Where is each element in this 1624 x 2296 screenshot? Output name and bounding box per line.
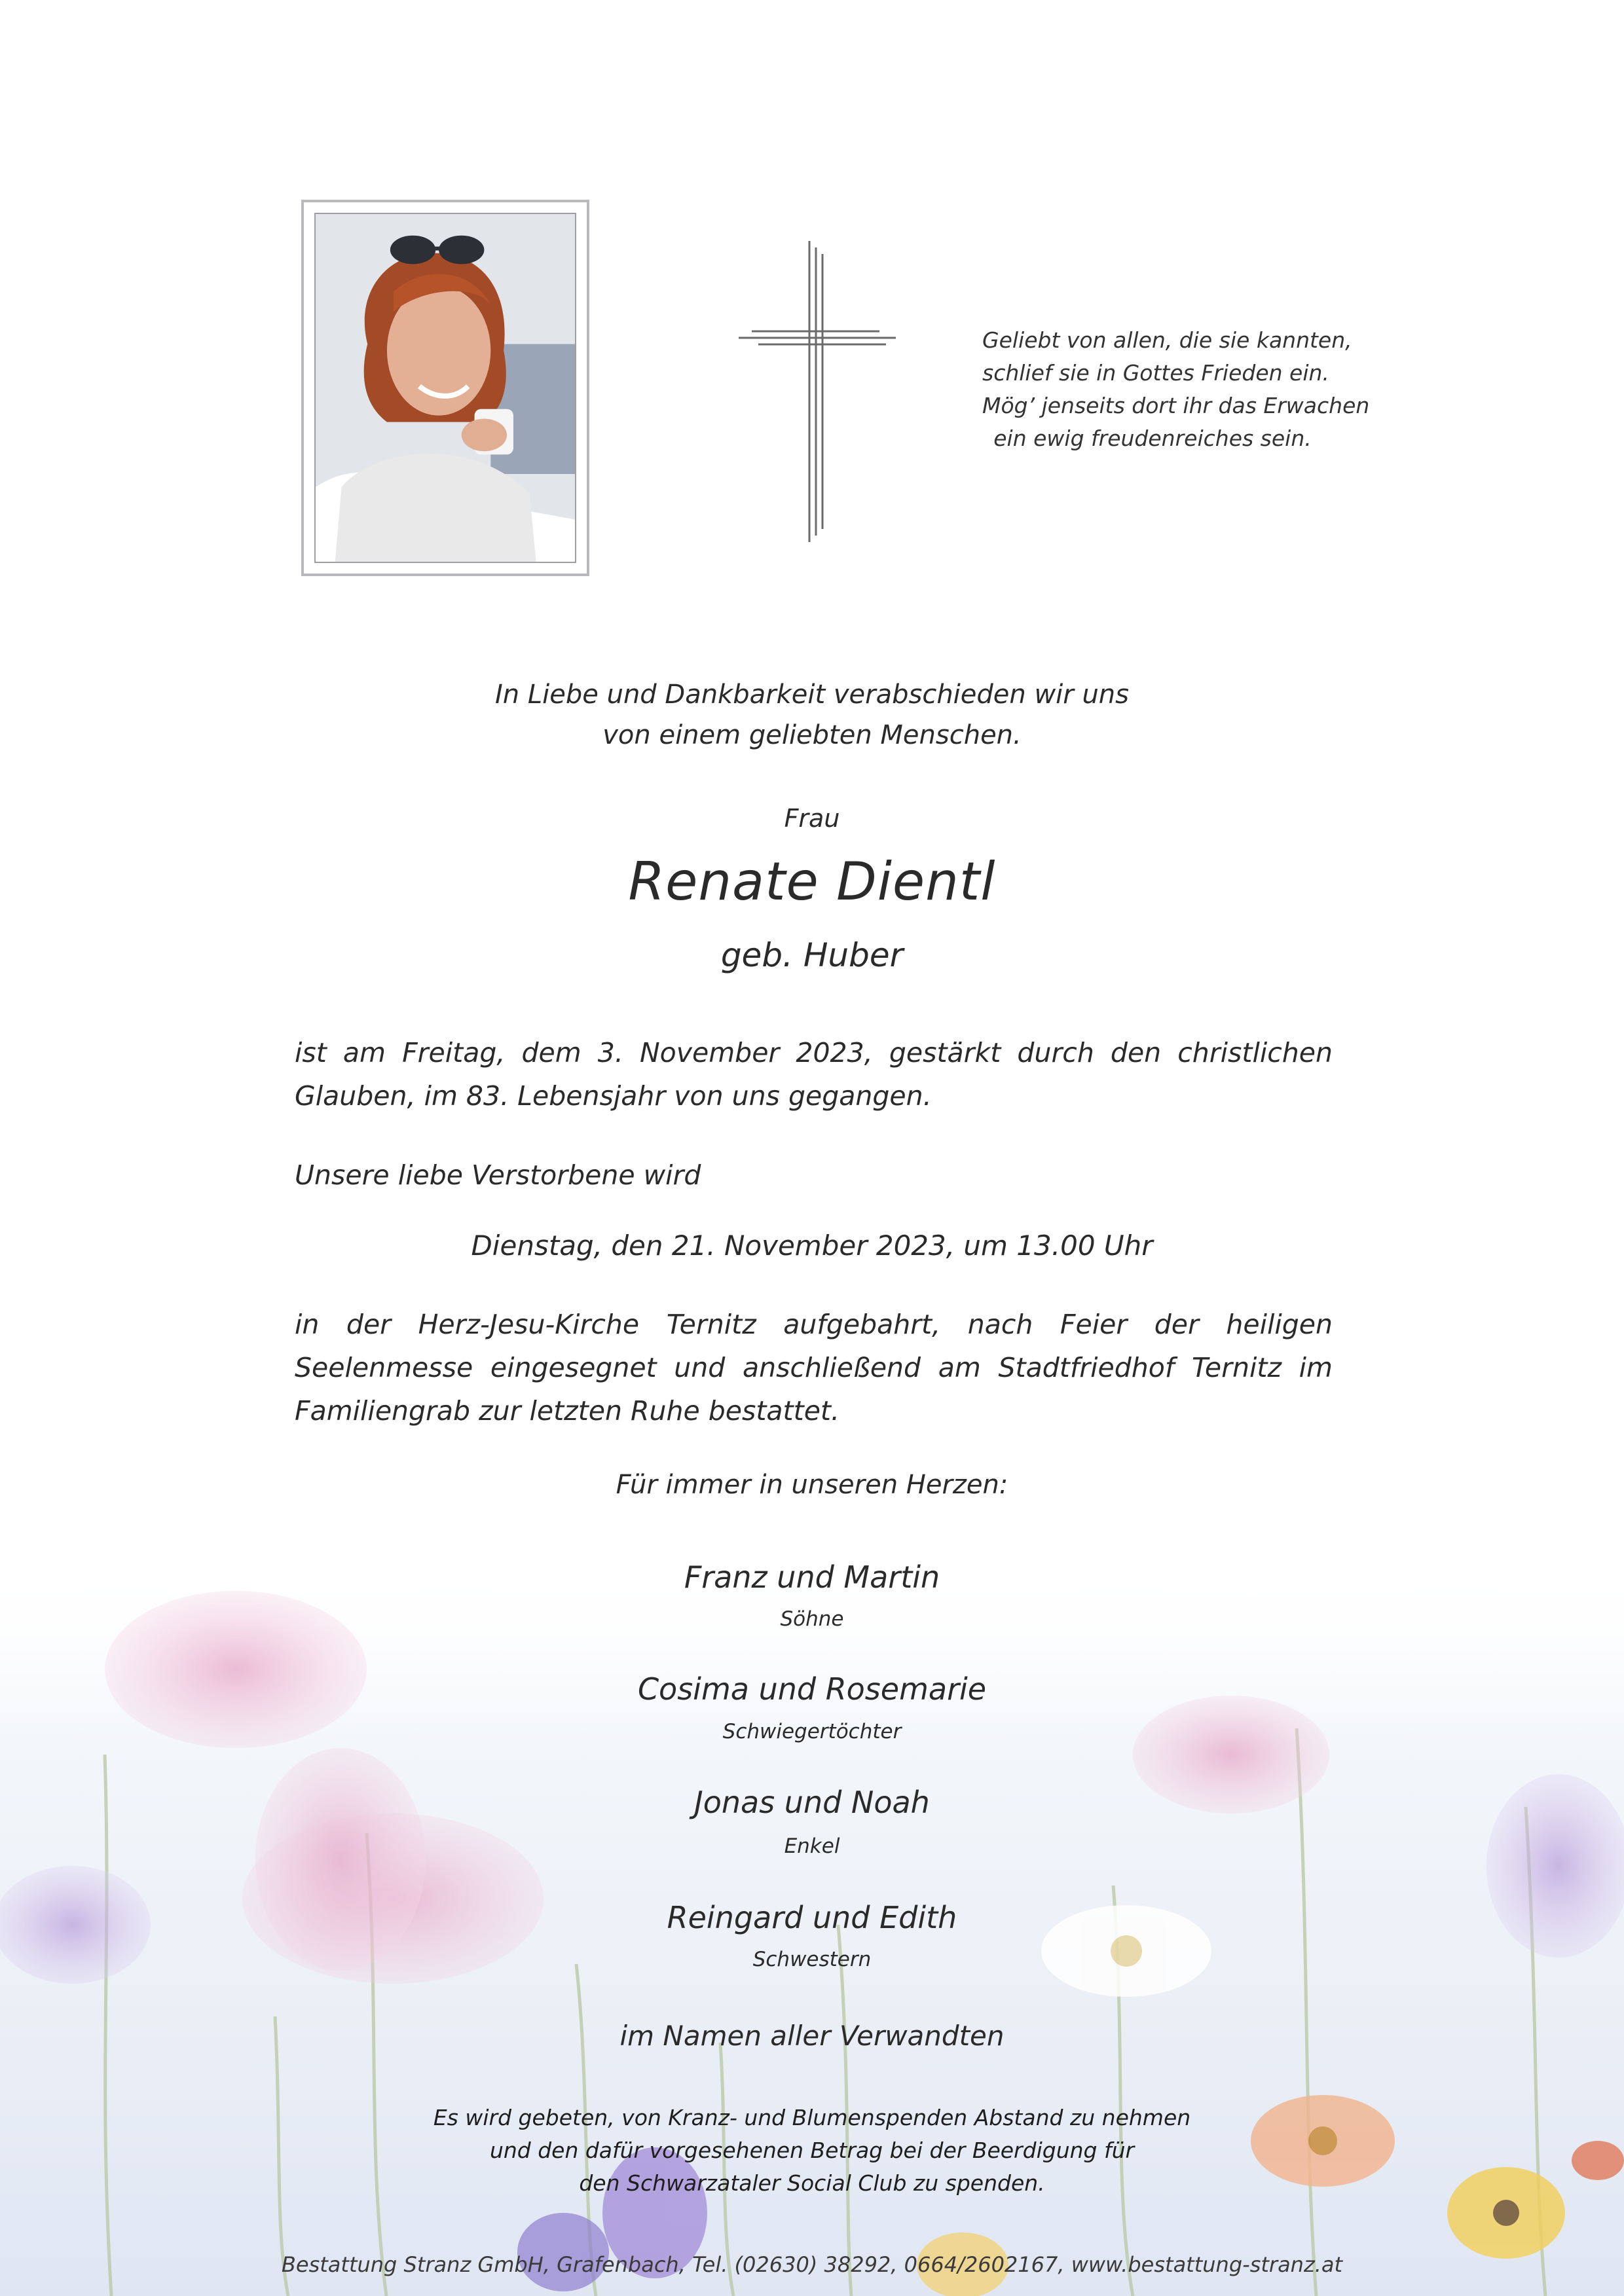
funeral-details-paragraph xyxy=(295,1303,1333,1432)
verse-line: Geliebt von allen, die sie kannten, xyxy=(982,327,1352,353)
portrait-photo-frame xyxy=(301,200,589,576)
funeral-line-2: Seelenmesse eingesegnet und anschließend am Stadtfriedhof Ternitz im xyxy=(295,1352,1333,1383)
intro-line-2: von einem geliebten Menschen. xyxy=(602,720,1022,750)
funeral-line-3: Familiengrab zur letzten Ruhe bestattet. xyxy=(295,1395,840,1427)
portrait-photo xyxy=(316,214,575,562)
donation-line-1: Es wird gebeten, von Kranz- und Blumenspenden Abstand zu nehmen xyxy=(433,2105,1191,2130)
maiden-name: geb. Huber xyxy=(720,936,904,974)
intro-line-1: In Liebe und Dankbarkeit verabschieden wir uns xyxy=(495,680,1129,710)
deceased-name: Renate Dientl xyxy=(628,851,996,912)
verse-line: Mög’ jenseits dort ihr das Erwachen xyxy=(982,393,1370,418)
mourner-names: Franz und Martin xyxy=(684,1559,940,1595)
mourner-relation: Schwiegertöchter xyxy=(722,1720,902,1743)
mourner-names: Cosima und Rosemarie xyxy=(637,1671,987,1707)
funeral-home-footer: Bestattung Stranz GmbH, Grafenbach, Tel. (02630) 38292, 0664/2602167, www.bestattung-stranz.at xyxy=(281,2252,1343,2277)
death-notice-line-1: ist am Freitag, dem 3. November 2023, gestärkt durch den christlichen xyxy=(295,1037,1333,1068)
memorial-verse xyxy=(982,324,1370,455)
donation-line-2: und den dafür vorgesehenen Betrag bei der Beerdigung für xyxy=(489,2138,1135,2163)
funeral-lead xyxy=(295,1154,1333,1197)
death-notice-line-2: Glauben, im 83. Lebensjahr von uns gegangen. xyxy=(295,1080,932,1112)
mourner-names: Reingard und Edith xyxy=(667,1900,957,1935)
funeral-line-1: in der Herz-Jesu-Kirche Ternitz aufgebahrt, nach Feier der heiligen xyxy=(295,1309,1333,1340)
mourner-relation: Enkel xyxy=(784,1834,840,1858)
donation-line-3: den Schwarzataler Social Club zu spenden. xyxy=(579,2170,1045,2196)
intro-text xyxy=(0,674,1624,756)
verse-line: schlief sie in Gottes Frieden ein. xyxy=(982,360,1329,386)
donation-notice xyxy=(0,2102,1624,2200)
mourner-names: Jonas und Noah xyxy=(694,1785,930,1820)
funeral-date: Dienstag, den 21. November 2023, um 13.00 Uhr xyxy=(471,1230,1153,1262)
death-notice-paragraph xyxy=(295,1031,1333,1118)
mourner-relation: Schwestern xyxy=(752,1948,872,1971)
funeral-lead-text: Unsere liebe Verstorbene wird xyxy=(295,1159,701,1191)
mourners-heading: Für immer in unseren Herzen: xyxy=(616,1470,1008,1500)
cross-icon xyxy=(739,241,896,542)
verse-line: ein ewig freudenreiches sein. xyxy=(993,426,1312,451)
mourner-relation: Söhne xyxy=(780,1607,844,1631)
mourners-closing: im Namen aller Verwandten xyxy=(619,2020,1005,2052)
salutation: Frau xyxy=(784,804,840,833)
